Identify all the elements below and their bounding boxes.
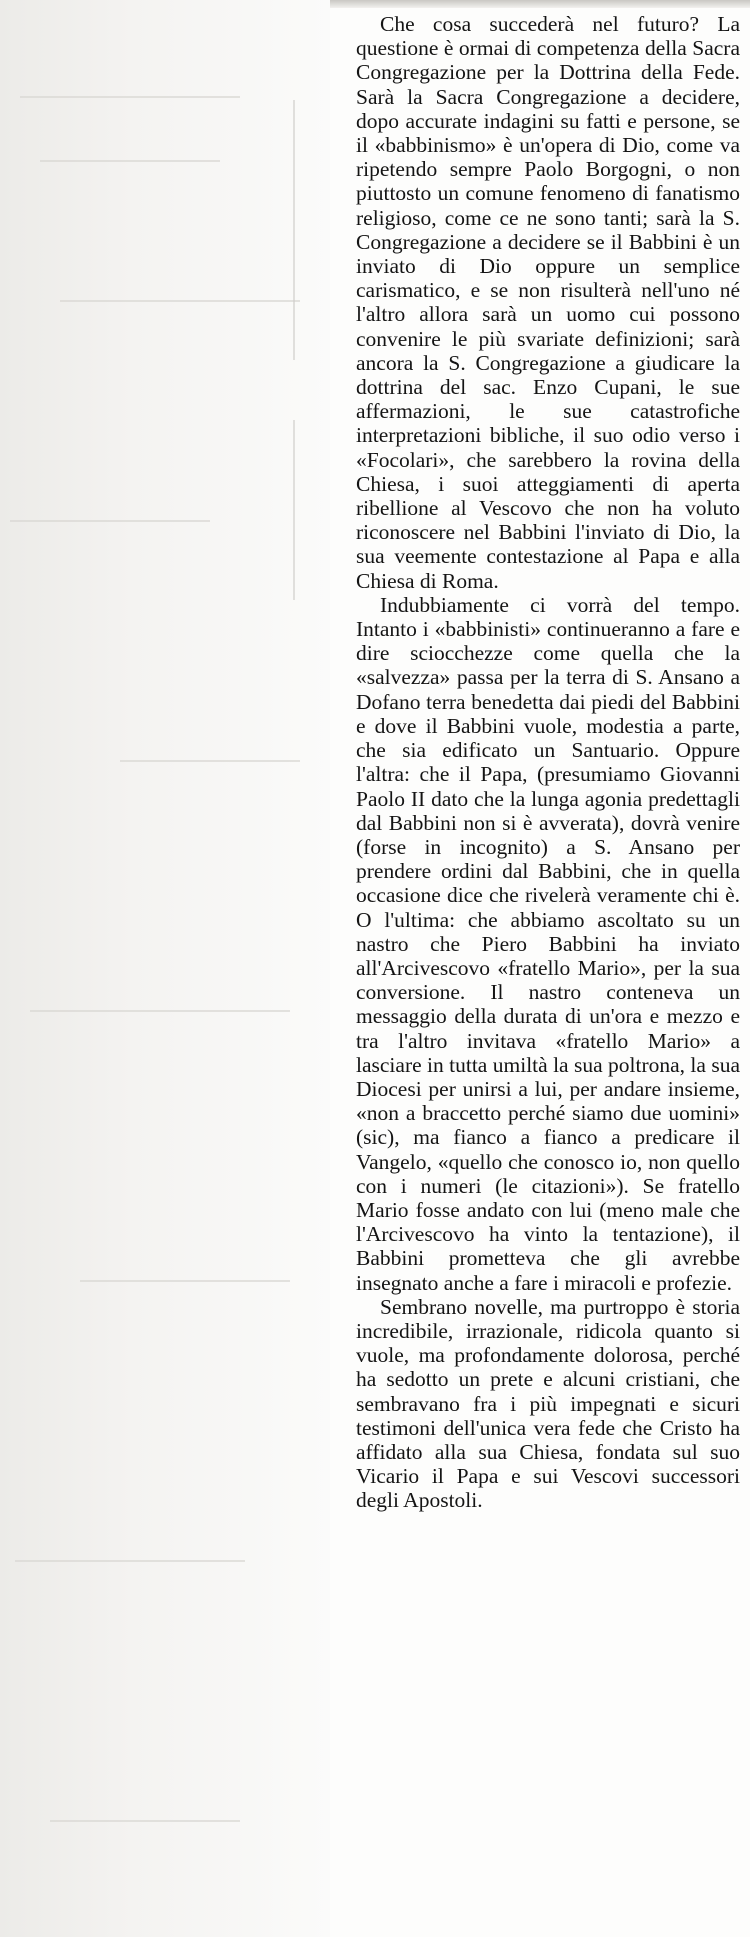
- faded-adjacent-column: [0, 0, 330, 1937]
- bleed-through-mark: [80, 1280, 290, 1282]
- bleed-through-mark: [40, 160, 220, 162]
- bleed-through-mark: [20, 96, 240, 98]
- bleed-through-mark: [10, 520, 210, 522]
- paragraph-2: Indubbiamente ci vorrà del tempo. Intanto i «babbinisti» continueranno a fare e dire sciocchezze come quella che la «salvezza» passa per la terra di S. Ansano a Dofano terra benedetta dai piedi del Babbini e dove il Babbini vuole, modestia a parte, che sia edificato un Santuario. Oppure l'altra: che il Papa, (presumiamo Giovanni Paolo II dato che la lunga agonia predettagli dal Babbini non si è avverata), dovrà venire (forse in incognito) a S. Ansano per prendere ordini dal Babbini, che in quella occasione dice che rivelerà veramente chi è. O l'ultima: che abbiamo ascoltato su un nastro che Piero Babbini ha inviato all'Arcivescovo «fratello Mario», per la sua conversione. Il nastro conteneva un messaggio della durata di un'ora e mezzo e tra l'altro invitava «fratello Mario» a lasciare in tutta umiltà la sua poltrona, la sua Diocesi per unirsi a lui, per andare insieme, «non a braccetto perché siamo due uomini» (sic), ma fianco a fianco a predicare il Vangelo, «quello che conosco io, non quello con i numeri (le citazioni»). Se fratello Mario fosse andato con lui (meno male che l'Arcivescovo ha vinto la tentazione), il Babbini prometteva che gli avrebbe insegnato anche a fare i miracoli e profezie.: [356, 592, 740, 1295]
- bleed-through-mark: [30, 1010, 290, 1012]
- bleed-through-mark: [50, 1820, 240, 1822]
- bleed-through-rule: [293, 100, 295, 360]
- paragraph-1: Che cosa succederà nel futuro? La questione è ormai di competenza della Sacra Congregazione per la Dottrina della Fede. Sarà la Sacra Congregazione a decidere, dopo accurate indagini su fatti e persone, se il «babbinismo» è un'opera di Dio, come va ripetendo sempre Paolo Borgogni, o non piuttosto un comune fenomeno di fanatismo religioso, come ce ne sono tanti; sarà la S. Congregazione a decidere se il Babbini è un inviato di Dio oppure un semplice carismatico, e se non risulterà nell'uno né l'altro allora sarà un uomo cui possono convenire le più svariate definizioni; sarà ancora la S. Congregazione a giudicare la dottrina del sac. Enzo Cupani, le sue affermazioni, le sue catastrofiche interpretazioni bibliche, il suo odio verso i «Focolari», che sarebbero la rovina della Chiesa, i suoi atteggiamenti di aperta ribellione al Vescovo che non ha voluto riconoscere nel Babbini l'inviato di Dio, la sua veemente contestazione al Papa e alla Chiesa di Roma.: [356, 12, 740, 593]
- article-text-column: [356, 12, 740, 1513]
- bleed-through-rule: [293, 420, 295, 600]
- bleed-through-mark: [120, 760, 300, 762]
- bleed-through-mark: [60, 300, 300, 302]
- paragraph-3: Sembrano novelle, ma purtroppo è storia incredibile, irrazionale, ridicola quanto si vuole, ma profondamente dolorosa, perché ha sedotto un prete e alcuni cristiani, che sembravano fra i più impegnati e sicuri testimoni dell'unica vera fede che Cristo ha affidato alla sua Chiesa, fondata sul suo Vicario il Papa e sui Vescovi successori degli Apostoli.: [356, 1294, 740, 1513]
- bleed-through-mark: [15, 1560, 245, 1562]
